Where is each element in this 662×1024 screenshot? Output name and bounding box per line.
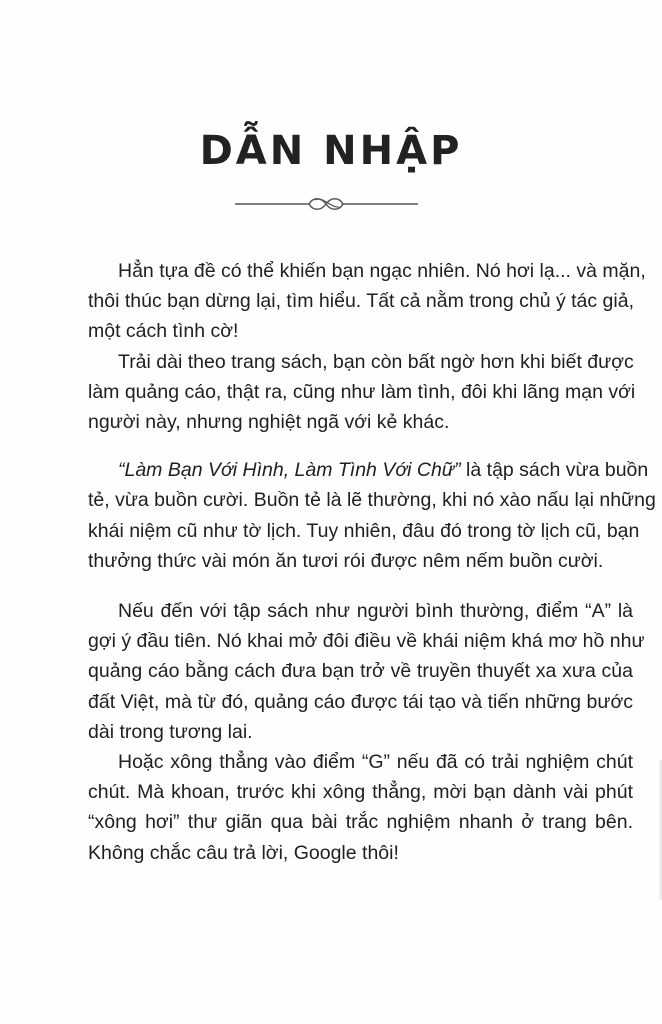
text-line: Trải dài theo trang sách, bạn còn bất ngờ hơn khi biết được	[118, 350, 634, 373]
book-title-quote: “Làm Bạn Với Hình, Làm Tình Với Chữ”	[118, 459, 461, 482]
paragraph-3	[88, 455, 656, 576]
paragraph-5	[88, 747, 633, 868]
text-line: một cách tình cờ!	[88, 320, 239, 343]
paragraph-4	[88, 596, 645, 747]
text-line: “xông hơi” thư giãn qua bài trắc nghiệm nhanh ở trang bên.	[88, 811, 633, 834]
text-line: Không chắc câu trả lời, Google thôi!	[88, 841, 399, 864]
text-line: thưởng thức vài món ăn tươi rói được nêm nếm buồn cười.	[88, 549, 604, 572]
text-line: Hẳn tựa đề có thể khiến bạn ngạc nhiên. Nó hơi lạ... và mặn,	[118, 260, 646, 282]
paragraph-1	[88, 256, 646, 347]
text-line: Nếu đến với tập sách như người bình thường, điểm “A” là	[118, 600, 633, 623]
text-line: chút. Mà khoan, trước khi xông thẳng, mời bạn dành vài phút	[88, 781, 633, 804]
text-line: quảng cáo bằng cách đưa bạn trở về truyền thuyết xa xưa của	[88, 660, 633, 683]
text-line: người này, nhưng nghiệt ngã với kẻ khác.	[88, 411, 450, 434]
text-fragment: là tập sách vừa buồn	[460, 459, 649, 482]
text-line: thôi thúc bạn dừng lại, tìm hiểu. Tất cả nằm trong chủ ý tác giả,	[88, 290, 634, 313]
text-line: đất Việt, mà từ đó, quảng cáo được tái tạo và tiến những bước	[88, 690, 633, 713]
text-line: tẻ, vừa buồn cười. Buồn tẻ là lẽ thường, khi nó xào nấu lại những	[88, 489, 656, 512]
intro-body	[88, 256, 656, 868]
paragraph-2	[88, 347, 636, 438]
text-line: Hoặc xông thẳng vào điểm “G” nếu đã có trải nghiệm chút	[118, 751, 633, 774]
chapter-title: DẪN NHẬP	[199, 128, 463, 174]
text-line: làm quảng cáo, thật ra, cũng như làm tình, đôi khi lãng mạn với	[88, 380, 636, 403]
knot-divider-icon	[235, 194, 418, 214]
text-line: gợi ý đầu tiên. Nó khai mở đôi điều về khái niệm khá mơ hồ như	[88, 630, 645, 653]
text-line: dài trong tương lai.	[88, 720, 253, 743]
text-line	[88, 455, 649, 485]
text-line: khái niệm cũ như tờ lịch. Tuy nhiên, đâu đó trong tờ lịch cũ, bạn	[88, 519, 640, 542]
